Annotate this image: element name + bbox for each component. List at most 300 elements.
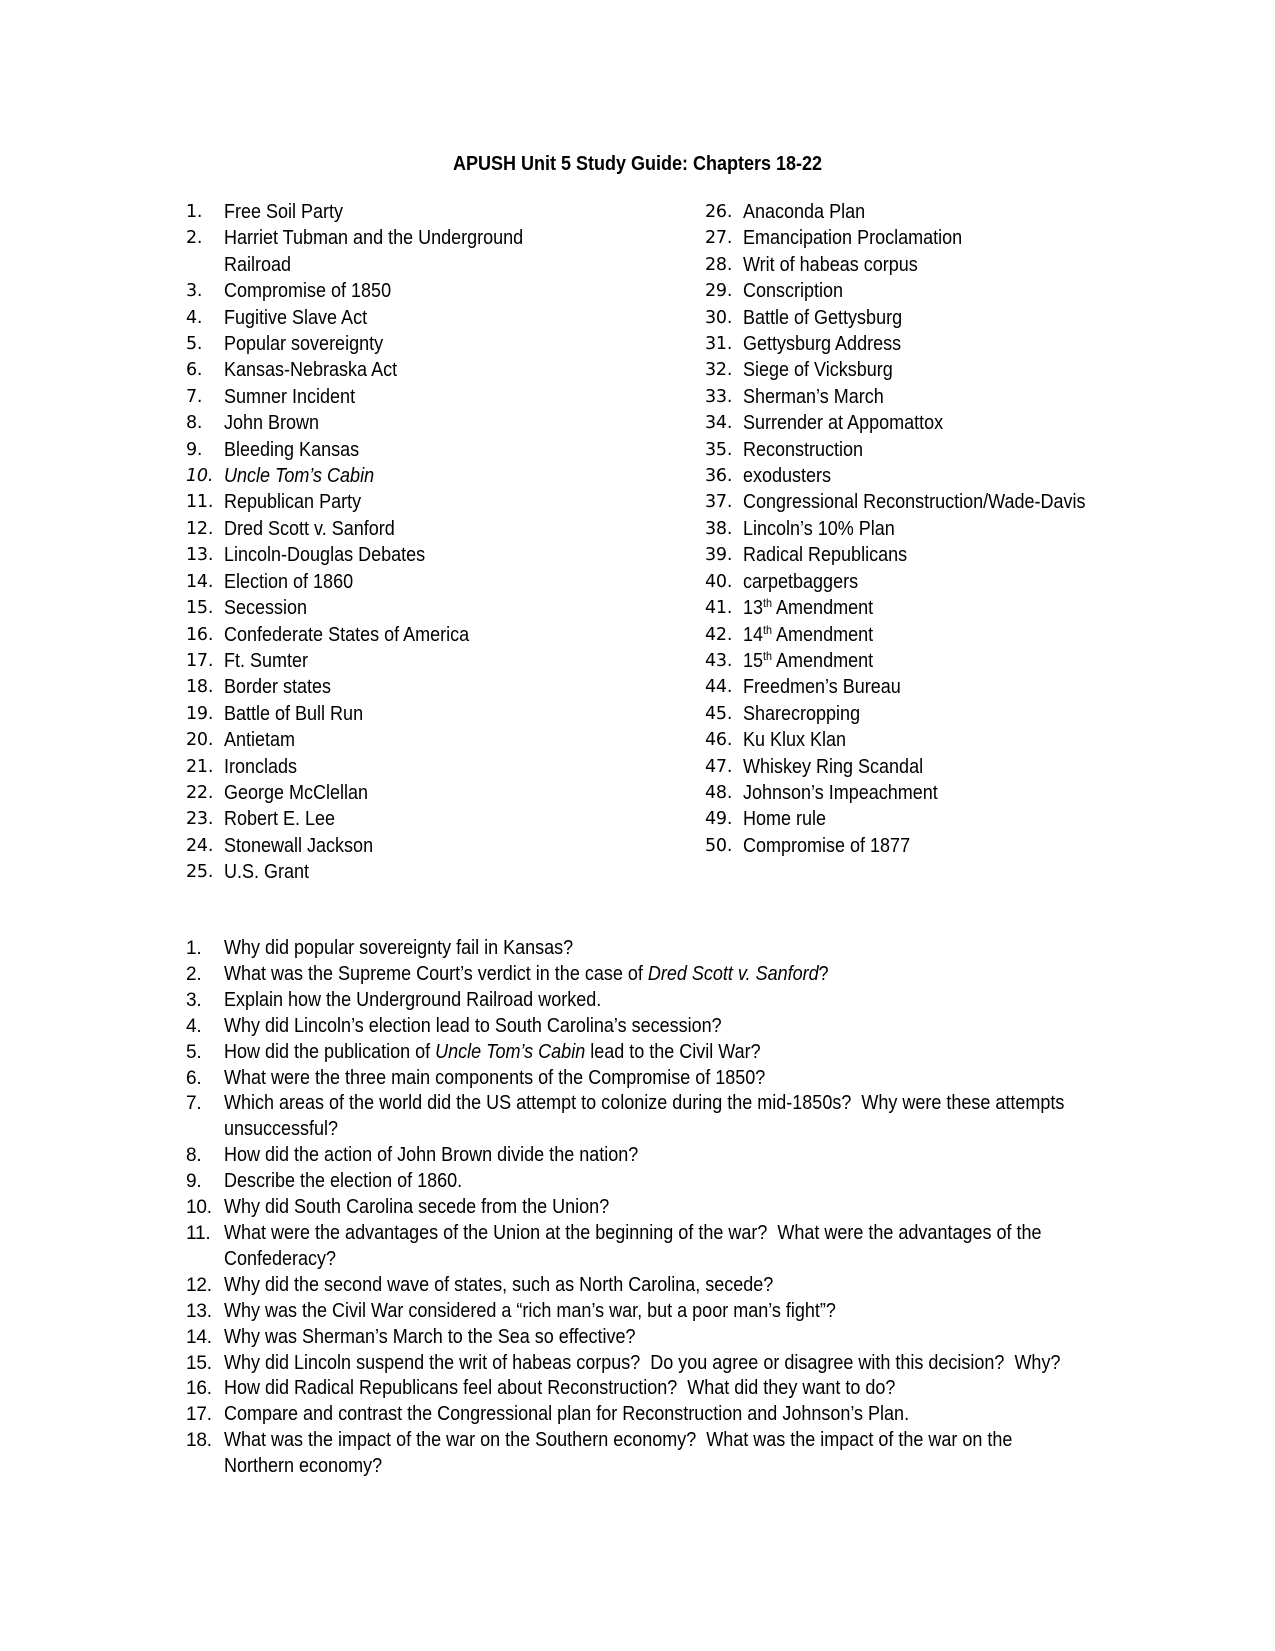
question-body: [224, 1221, 1132, 1273]
page-title: APUSH Unit 5 Study Guide: Chapters 18-22: [452, 153, 823, 175]
question-segment: How did the publication of: [224, 1040, 436, 1063]
term-text-main: Freedmen’s Bureau: [743, 676, 901, 699]
question-number: 6.: [186, 1067, 202, 1089]
term-text-main: Sherman’s March: [743, 385, 884, 408]
question-text: [224, 1040, 761, 1066]
question-number: 4.: [186, 1015, 202, 1037]
term-number: 18.: [186, 677, 214, 698]
question-text: [224, 1376, 895, 1402]
term-item: [186, 463, 606, 489]
term-item: [705, 754, 1145, 780]
term-body: [224, 410, 330, 436]
term-item: [705, 278, 1145, 304]
question-body: [224, 1143, 684, 1169]
term-number: 21.: [186, 756, 214, 777]
question-segment: Why was Sherman’s March to the Sea so effective?: [224, 1325, 636, 1348]
question-item: [186, 1351, 1106, 1377]
term-text-rest: Amendment: [772, 649, 874, 672]
term-number: 38.: [705, 518, 733, 539]
question-number: 10.: [186, 1197, 212, 1219]
term-number: 28.: [705, 254, 733, 275]
question-text: [224, 1014, 722, 1040]
term-item: [705, 463, 1145, 489]
term-number: 45.: [705, 703, 733, 724]
term-text: Fugitive Slave Act: [224, 306, 368, 329]
terms-list-right: [705, 199, 1145, 859]
term-number: 11.: [186, 492, 214, 513]
ordinal-suffix: th: [763, 622, 773, 637]
term-item: [705, 674, 1145, 700]
term-text: John Brown: [224, 412, 320, 435]
term-item: [705, 225, 1145, 251]
term-text: [743, 701, 860, 727]
question-item: [186, 1221, 1106, 1273]
term-item: [705, 569, 1145, 595]
term-text-main: Johnson’s Impeachment: [743, 781, 938, 804]
question-item: [186, 1273, 1106, 1299]
term-body: [224, 305, 383, 331]
term-number: 49.: [705, 809, 733, 830]
term-item: [186, 437, 606, 463]
question-item: [186, 936, 1106, 962]
term-body: [224, 516, 414, 542]
question-text: [224, 1221, 1042, 1247]
term-item: [705, 410, 1145, 436]
question-item: [186, 988, 1106, 1014]
question-text: [224, 988, 601, 1014]
term-text: Republican Party: [224, 491, 362, 514]
term-text-main: Anaconda Plan: [743, 201, 866, 223]
question-segment: What were the advantages of the Union at the beginning of the war? What were the advantages of the: [224, 1221, 1042, 1244]
term-text: [743, 410, 943, 436]
terms-list-left: [186, 199, 606, 886]
question-text: [224, 1351, 1060, 1377]
question-segment: What was the impact of the war on the Southern economy? What was the impact of the war on the: [224, 1429, 1013, 1452]
question-body: [224, 1402, 985, 1428]
question-item: [186, 1325, 1106, 1351]
question-segment: Compare and contrast the Congressional plan for Reconstruction and Johnson’s Plan.: [224, 1403, 910, 1426]
term-text-main: Siege of Vicksburg: [743, 359, 893, 382]
term-text: George McClellan: [224, 781, 369, 804]
term-item: [705, 357, 1145, 383]
term-text: U.S. Grant: [224, 861, 310, 884]
term-text: [743, 806, 826, 832]
term-body: [224, 648, 317, 674]
term-text: [743, 595, 873, 621]
question-number: 13.: [186, 1300, 212, 1322]
term-text-main: exodusters: [743, 465, 832, 488]
question-segment: Describe the election of 1860.: [224, 1170, 463, 1193]
term-text: Kansas-Nebraska Act: [224, 359, 398, 382]
ordinal-suffix: th: [763, 596, 773, 611]
term-text: Confederate States of America: [224, 623, 470, 646]
term-text: Battle of Bull Run: [224, 702, 364, 725]
term-text: Robert E. Lee: [224, 808, 336, 831]
term-text-main: Whiskey Ring Scandal: [743, 755, 924, 778]
question-body: [224, 1351, 1153, 1377]
term-text: [743, 252, 918, 278]
term-body: [224, 463, 391, 489]
question-number: 2.: [186, 963, 202, 985]
term-item: [186, 384, 606, 410]
term-item: [186, 357, 606, 383]
term-text: [743, 225, 962, 251]
question-number: 14.: [186, 1326, 212, 1348]
question-text: [224, 1454, 382, 1480]
term-body: [224, 569, 367, 595]
term-body: [224, 542, 447, 568]
term-text: [743, 199, 865, 225]
term-item: [186, 806, 606, 832]
term-number: 3.: [186, 281, 203, 302]
question-italic-title: Uncle Tom’s Cabin: [435, 1040, 586, 1063]
term-body: [224, 859, 318, 885]
term-number: 4.: [186, 307, 203, 328]
term-item: [705, 542, 1145, 568]
term-number: 6.: [186, 360, 203, 381]
question-text: [224, 1273, 773, 1299]
term-number: 14.: [186, 571, 214, 592]
term-item: [705, 252, 1145, 278]
term-number: 31.: [705, 334, 733, 355]
term-item: [705, 806, 1145, 832]
question-segment: Why did South Carolina secede from the Union?: [224, 1196, 610, 1219]
question-number: 11.: [186, 1222, 211, 1244]
question-item: [186, 1066, 1106, 1092]
term-item: [705, 595, 1145, 621]
term-text: Uncle Tom’s Cabin: [224, 465, 375, 488]
term-text: [743, 727, 846, 753]
term-number: 16.: [186, 624, 214, 645]
question-body: [224, 1376, 970, 1402]
question-segment: Why did Lincoln’s election lead to South Carolina’s secession?: [224, 1014, 722, 1037]
question-item: [186, 1143, 1106, 1169]
question-item: [186, 1195, 1106, 1221]
term-number: 43.: [705, 650, 733, 671]
term-text: Bleeding Kansas: [224, 438, 360, 461]
term-body: [224, 199, 356, 225]
term-text: Railroad: [224, 253, 292, 276]
question-text: [224, 1195, 609, 1221]
question-text: [224, 1117, 338, 1143]
term-number: 34.: [705, 413, 733, 434]
term-text-main: Home rule: [743, 808, 827, 831]
term-number: 25.: [186, 862, 214, 883]
term-number: 46.: [705, 730, 733, 751]
question-item: [186, 1402, 1106, 1428]
term-item: [705, 727, 1145, 753]
term-text-main: Emancipation Proclamation: [743, 227, 963, 250]
question-text: [224, 1247, 336, 1273]
term-number: 24.: [186, 835, 214, 856]
term-item: [186, 727, 606, 753]
term-number: 48.: [705, 782, 733, 803]
question-number: 15.: [186, 1352, 212, 1374]
term-text: [743, 463, 831, 489]
question-body: [224, 1273, 834, 1299]
term-body: [224, 833, 390, 859]
term-item: [705, 780, 1145, 806]
term-number: 2.: [186, 228, 203, 249]
question-segment: Why was the Civil War considered a “rich man’s war, but a poor man’s fight”?: [224, 1299, 836, 1322]
term-number: 40.: [705, 571, 733, 592]
question-body: [224, 1195, 652, 1221]
question-number: 17.: [186, 1404, 212, 1426]
term-item: [705, 516, 1145, 542]
term-text-main: Sharecropping: [743, 702, 861, 725]
ordinal-suffix: th: [763, 648, 773, 663]
term-item: [705, 199, 1145, 225]
question-text: [224, 1325, 636, 1351]
term-text: [743, 331, 901, 357]
question-item: [186, 1428, 1106, 1480]
term-item: [186, 648, 606, 674]
term-number: 23.: [186, 809, 214, 830]
term-number: 41.: [705, 598, 733, 619]
term-text-main: Ku Klux Klan: [743, 729, 847, 752]
question-text: [224, 1066, 765, 1092]
question-item: [186, 1014, 1106, 1040]
term-text: [743, 489, 1085, 515]
term-item: [186, 278, 606, 304]
term-item: [705, 384, 1145, 410]
term-text: Ironclads: [224, 755, 298, 778]
question-number: 1.: [186, 938, 202, 959]
question-segment: How did Radical Republicans feel about Reconstruction? What did they want to do?: [224, 1377, 896, 1400]
term-item: [705, 833, 1145, 859]
question-text: [224, 936, 573, 962]
term-body: [224, 278, 410, 304]
question-segment: Why did the second wave of states, such as North Carolina, secede?: [224, 1273, 774, 1296]
term-text: Sumner Incident: [224, 385, 356, 408]
term-number: 37.: [705, 492, 733, 513]
question-body: [224, 1169, 489, 1195]
term-text: [743, 357, 893, 383]
term-text: Stonewall Jackson: [224, 834, 374, 857]
term-number: 27.: [705, 228, 733, 249]
question-body: [224, 1091, 1158, 1143]
term-number: 8.: [186, 413, 203, 434]
term-text: Election of 1860: [224, 570, 354, 593]
question-segment: Why did Lincoln suspend the writ of habeas corpus? Do you agree or disagree with this decision? Why?: [224, 1351, 1061, 1374]
term-text-main: Compromise of 1877: [743, 834, 911, 857]
term-number: 39.: [705, 545, 733, 566]
term-body: [224, 780, 384, 806]
term-item: [186, 199, 606, 225]
question-segment: Confederacy?: [224, 1247, 337, 1270]
question-text: [224, 1402, 909, 1428]
question-segment: Northern economy?: [224, 1455, 383, 1478]
term-text-main: Gettysburg Address: [743, 333, 902, 356]
question-number: 3.: [186, 989, 202, 1011]
question-number: 18.: [186, 1430, 212, 1452]
term-item: [186, 674, 606, 700]
term-text: [743, 437, 863, 463]
term-item: [186, 595, 606, 621]
term-number: 22.: [186, 782, 214, 803]
term-text: [743, 754, 923, 780]
term-number: 47.: [705, 756, 733, 777]
term-number: 7.: [186, 386, 203, 407]
question-segment: Why did popular sovereignty fail in Kansas?: [224, 937, 574, 959]
term-text: Border states: [224, 676, 332, 699]
question-text: [224, 1428, 1012, 1454]
question-segment: Explain how the Underground Railroad worked.: [224, 988, 602, 1011]
term-number: 50.: [705, 835, 733, 856]
question-item: [186, 1040, 1106, 1066]
term-body: [224, 357, 416, 383]
term-item: [186, 780, 606, 806]
term-text: [743, 674, 901, 700]
term-number: 29.: [705, 281, 733, 302]
term-number: 10.: [186, 466, 214, 487]
term-number: 9.: [186, 439, 203, 460]
question-body: [224, 988, 643, 1014]
question-body: [224, 962, 896, 988]
question-number: 12.: [186, 1274, 212, 1296]
question-number: 5.: [186, 1041, 202, 1063]
term-text-main: 15: [743, 649, 764, 672]
term-text: [743, 542, 907, 568]
question-number: 7.: [186, 1093, 202, 1115]
term-item: [186, 754, 606, 780]
question-number: 16.: [186, 1378, 212, 1400]
question-body: [224, 1299, 904, 1325]
question-text: [224, 1299, 836, 1325]
term-text-rest: Amendment: [772, 597, 874, 620]
term-number: 33.: [705, 386, 733, 407]
question-item: [186, 1169, 1106, 1195]
term-number: 20.: [186, 730, 214, 751]
question-item: [186, 962, 1106, 988]
term-text: Compromise of 1850: [224, 280, 392, 303]
term-text-main: Writ of habeas corpus: [743, 253, 918, 276]
term-item: [705, 622, 1145, 648]
term-number: 19.: [186, 703, 214, 724]
term-item: [705, 437, 1145, 463]
term-body: [224, 595, 316, 621]
term-body: [224, 754, 305, 780]
term-text: [743, 516, 895, 542]
term-body: [224, 225, 556, 278]
term-text: [743, 384, 884, 410]
term-item: [186, 622, 606, 648]
question-italic-title: Dred Scott v. Sanford: [647, 962, 819, 985]
term-text: [743, 622, 873, 648]
question-item: [186, 1091, 1106, 1143]
term-text: [743, 305, 902, 331]
term-body: [224, 437, 374, 463]
term-item: [186, 410, 606, 436]
term-number: 44.: [705, 677, 733, 698]
term-text-main: carpetbaggers: [743, 570, 859, 593]
term-text: Popular sovereignty: [224, 333, 384, 356]
term-text-main: Lincoln’s 10% Plan: [743, 517, 895, 540]
term-text: Ft. Sumter: [224, 649, 309, 672]
term-item: [705, 489, 1145, 515]
term-text: Dred Scott v. Sanford: [224, 517, 395, 540]
term-number: 13.: [186, 545, 214, 566]
questions-list: [186, 936, 1106, 1480]
term-item: [186, 489, 606, 515]
term-text: [743, 569, 858, 595]
term-text: Lincoln-Douglas Debates: [224, 544, 426, 567]
term-body: [224, 489, 376, 515]
question-text: [224, 1169, 462, 1195]
term-text: Free Soil Party: [224, 201, 344, 223]
term-number: 1.: [186, 202, 203, 222]
term-text-main: Congressional Reconstruction/Wade-Davis: [743, 491, 1086, 514]
question-body: [224, 1066, 825, 1092]
term-item: [186, 516, 606, 542]
term-text-main: Surrender at Appomattox: [743, 412, 944, 435]
term-text-main: Battle of Gettysburg: [743, 306, 903, 329]
term-text: Antietam: [224, 729, 296, 752]
term-body: [224, 727, 303, 753]
term-body: [224, 806, 347, 832]
question-segment: ?: [818, 962, 829, 985]
term-number: 35.: [705, 439, 733, 460]
question-segment: What was the Supreme Court’s verdict in the case of: [224, 962, 648, 985]
term-body: [224, 701, 379, 727]
question-number: 8.: [186, 1145, 202, 1167]
term-item: [705, 305, 1145, 331]
term-number: 26.: [705, 202, 733, 222]
term-number: 32.: [705, 360, 733, 381]
term-number: 12.: [186, 518, 214, 539]
question-text: [224, 1091, 1064, 1117]
question-body: [224, 1428, 1100, 1480]
question-body: [224, 1040, 820, 1066]
term-text-main: Conscription: [743, 280, 844, 303]
term-number: 17.: [186, 650, 214, 671]
term-body: [224, 384, 370, 410]
term-text-main: 13: [743, 597, 764, 620]
term-item: [705, 648, 1145, 674]
question-segment: How did the action of John Brown divide the nation?: [224, 1144, 639, 1167]
question-segment: lead to the Civil War?: [585, 1040, 761, 1063]
term-text-main: 14: [743, 623, 764, 646]
term-text: [743, 780, 938, 806]
term-body: [224, 674, 343, 700]
question-text: [224, 1143, 638, 1169]
term-item: [186, 859, 606, 885]
term-item: [186, 542, 606, 568]
question-body: [224, 1014, 777, 1040]
term-item: [186, 331, 606, 357]
term-body: [224, 331, 401, 357]
term-number: 5.: [186, 334, 203, 355]
term-number: 36.: [705, 466, 733, 487]
term-number: 30.: [705, 307, 733, 328]
term-text: Harriet Tubman and the Underground: [224, 227, 524, 250]
term-item: [186, 569, 606, 595]
term-number: 42.: [705, 624, 733, 645]
term-item: [186, 225, 606, 278]
question-segment: Which areas of the world did the US attempt to colonize during the mid-1850s? Why were these attempts: [224, 1092, 1065, 1115]
term-item: [705, 701, 1145, 727]
term-item: [705, 331, 1145, 357]
term-item: [186, 701, 606, 727]
question-text: [224, 962, 829, 988]
term-text-main: Radical Republicans: [743, 544, 908, 567]
question-item: [186, 1376, 1106, 1402]
term-item: [186, 305, 606, 331]
question-number: 9.: [186, 1171, 202, 1193]
question-body: [224, 1325, 681, 1351]
term-text: [743, 278, 843, 304]
term-text-rest: Amendment: [772, 623, 874, 646]
